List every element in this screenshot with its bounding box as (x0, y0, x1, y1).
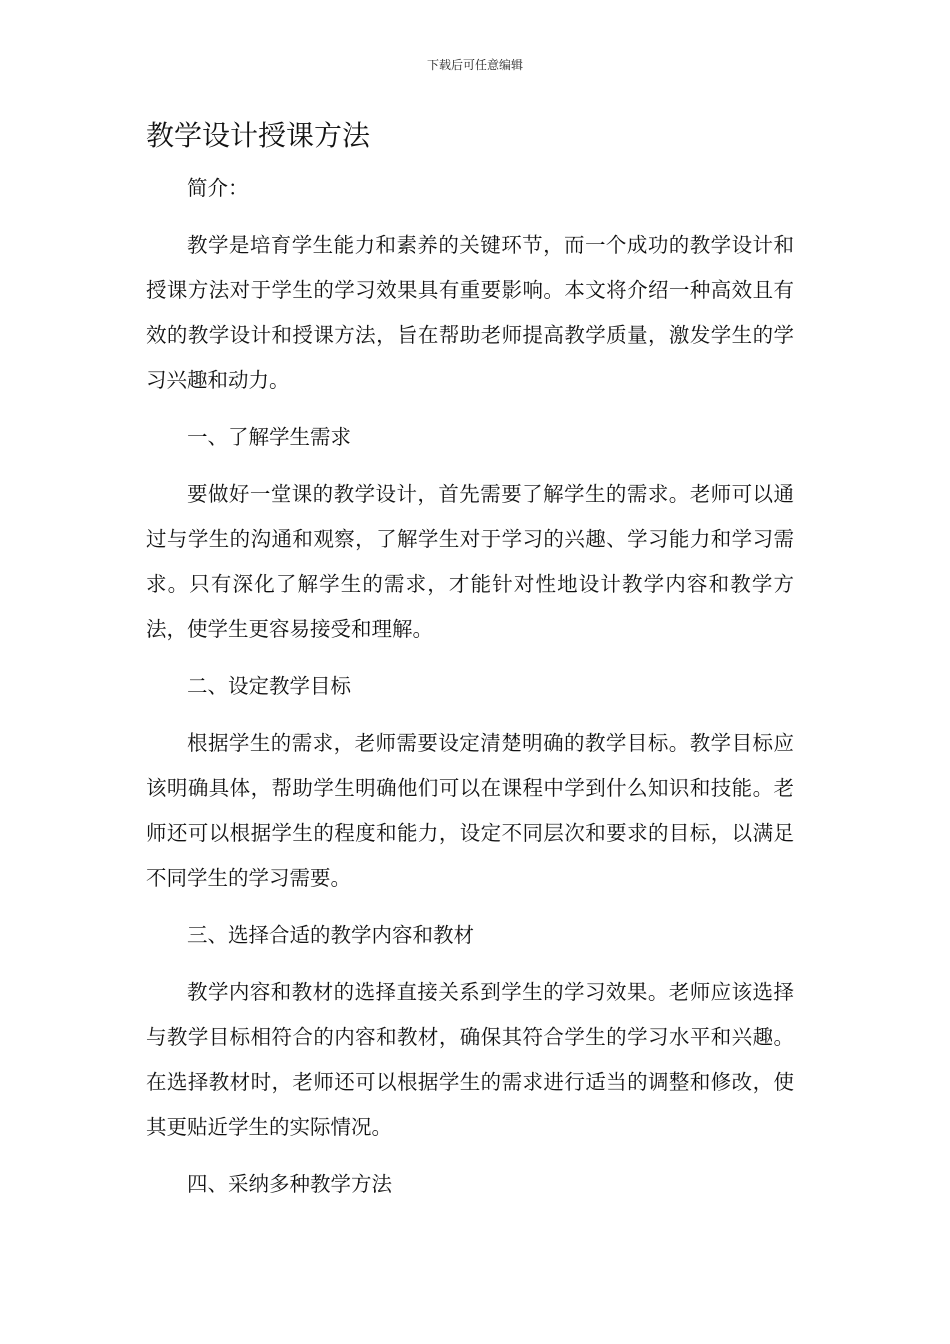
paragraph-1: 要做好一堂课的教学设计，首先需要了解学生的需求。老师可以通过与学生的沟通和观察，了解学生对于学习的兴趣、学习能力和学习需求。只有深化了解学生的需求，才能针对性地设计教学内容和教学方法，使学生更容易接受和理解。 (146, 482, 794, 641)
document-flow (146, 166, 794, 1207)
section-heading-1: 一、了解学生需求 (187, 425, 351, 449)
page-header-note: 下载后可任意编辑 (426, 58, 523, 72)
section-heading-3: 三、选择合适的教学内容和教材 (187, 923, 474, 947)
paragraph-3: 教学内容和教材的选择直接关系到学生的学习效果。老师应该选择与教学目标相符合的内容和教材，确保其符合学生的学习水平和兴趣。在选择教材时，老师还可以根据学生的需求进行适当的调整和修改，使其更贴近学生的实际情况。 (146, 980, 794, 1139)
section-heading-4: 四、采纳多种教学方法 (187, 1172, 392, 1196)
paragraph-intro: 教学是培育学生能力和素养的关键环节，而一个成功的教学设计和授课方法对于学生的学习效果具有重要影响。本文将介绍一种高效且有效的教学设计和授课方法，旨在帮助老师提高教学质量，激发学生的学习兴趣和动力。 (146, 233, 794, 392)
document-body (146, 114, 794, 1219)
section-heading-intro: 简介： (187, 176, 249, 200)
paragraph-2: 根据学生的需求，老师需要设定清楚明确的教学目标。教学目标应该明确具体，帮助学生明确他们可以在课程中学到什么知识和技能。老师还可以根据学生的程度和能力，设定不同层次和要求的目标，以满足不同学生的学习需要。 (146, 731, 794, 890)
document-title: 教学设计授课方法 (146, 119, 371, 152)
section-heading-2: 二、设定教学目标 (187, 674, 351, 698)
